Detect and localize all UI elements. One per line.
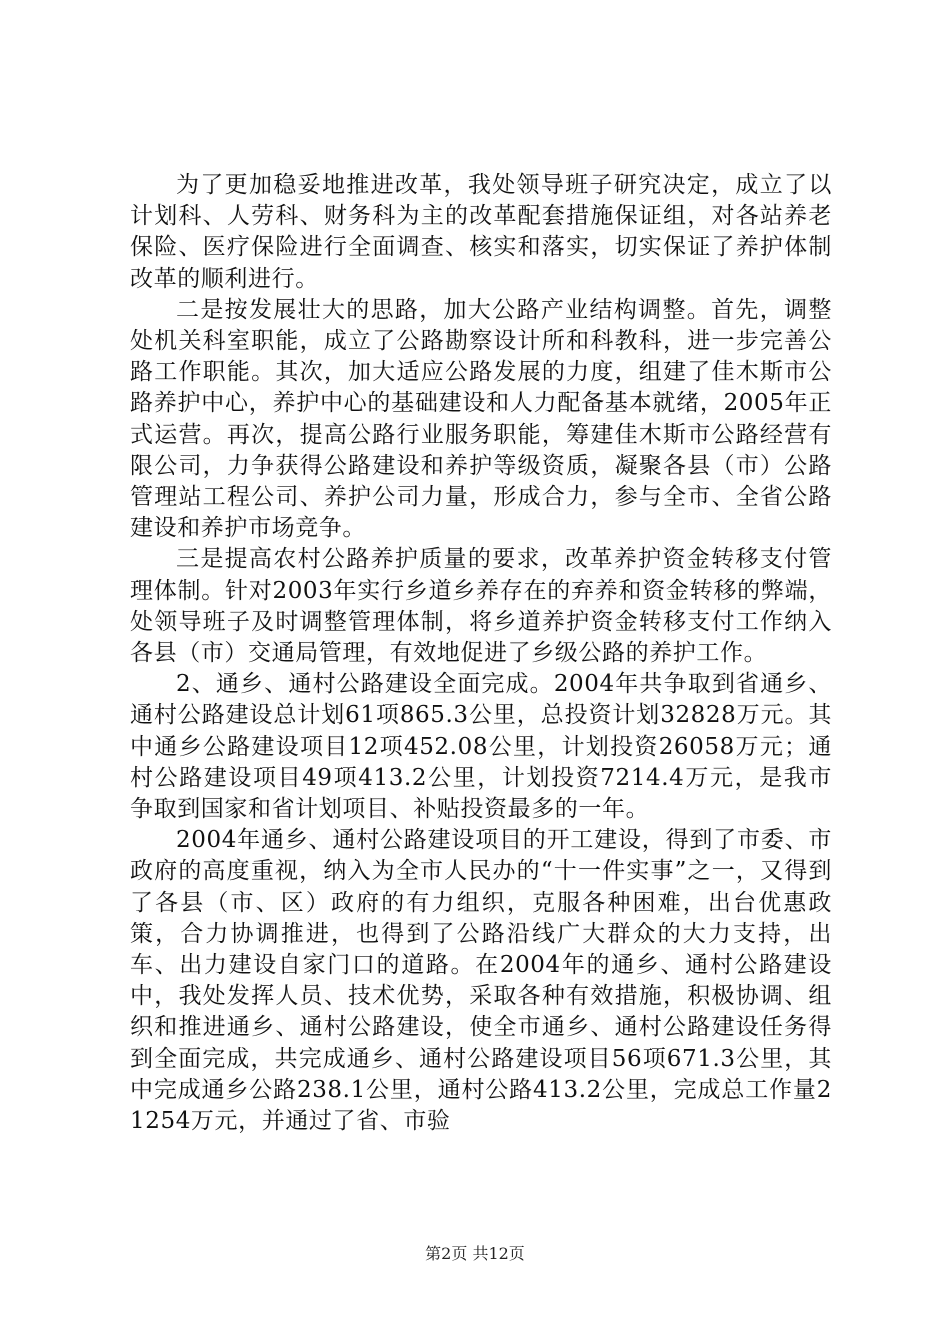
document-body [130,170,832,1137]
paragraph-1: 为了更加稳妥地推进改革，我处领导班子研究决定，成立了以计划科、人劳科、财务科为主的改革配套措施保证组，对各站养老保险、医疗保险进行全面调查、核实和落实，切实保证了养护体制改革的顺利进行。 [130,172,832,292]
page-footer: 第2页 共12页 [425,1244,525,1263]
paragraph-2: 二是按发展壮大的思路，加大公路产业结构调整。首先，调整处机关科室职能，成立了公路勘察设计所和科教科，进一步完善公路工作职能。其次，加大适应公路发展的力度，组建了佳木斯市公路养护中心，养护中心的基础建设和人力配备基本就绪，2005年正式运营。再次，提高公路行业服务职能，筹建佳木斯市公路经营有限公司，力争获得公路建设和养护等级资质，凝聚各县（市）公路管理站工程公司、养护公司力量，形成合力，参与全市、全省公路建设和养护市场竞争。 [130,296,832,542]
paragraph-4: 2、通乡、通村公路建设全面完成。2004年共争取到省通乡、通村公路建设总计划61项865.3公里，总投资计划32828万元。其中通乡公路建设项目12项452.08公里，计划投资26058万元；通村公路建设项目49项413.2公里，计划投资7214.4万元，是我市争取到国家和省计划项目、补贴投资最多的一年。 [130,671,832,823]
paragraph-5: 2004年通乡、通村公路建设项目的开工建设，得到了市委、市政府的高度重视，纳入为全市人民办的“十一件实事”之一，又得到了各县（市、区）政府的有力组织，克服各种困难，出台优惠政策，合力协调推进，也得到了公路沿线广大群众的大力支持，出车、出力建设自家门口的道路。在2004年的通乡、通村公路建设中，我处发挥人员、技术优势，采取各种有效措施，积极协调、组织和推进通乡、通村公路建设，使全市通乡、通村公路建设任务得到全面完成，共完成通乡、通村公路建设项目56项671.3公里，其中完成通乡公路238.1公里，通村公路413.2公里，完成总工作量21254万元，并通过了省、市验 [130,827,832,1135]
paragraph-3: 三是提高农村公路养护质量的要求，改革养护资金转移支付管理体制。针对2003年实行乡道乡养存在的弃养和资金转移的弊端，处领导班子及时调整管理体制，将乡道养护资金转移支付工作纳入各县（市）交通局管理，有效地促进了乡级公路的养护工作。 [130,546,832,667]
